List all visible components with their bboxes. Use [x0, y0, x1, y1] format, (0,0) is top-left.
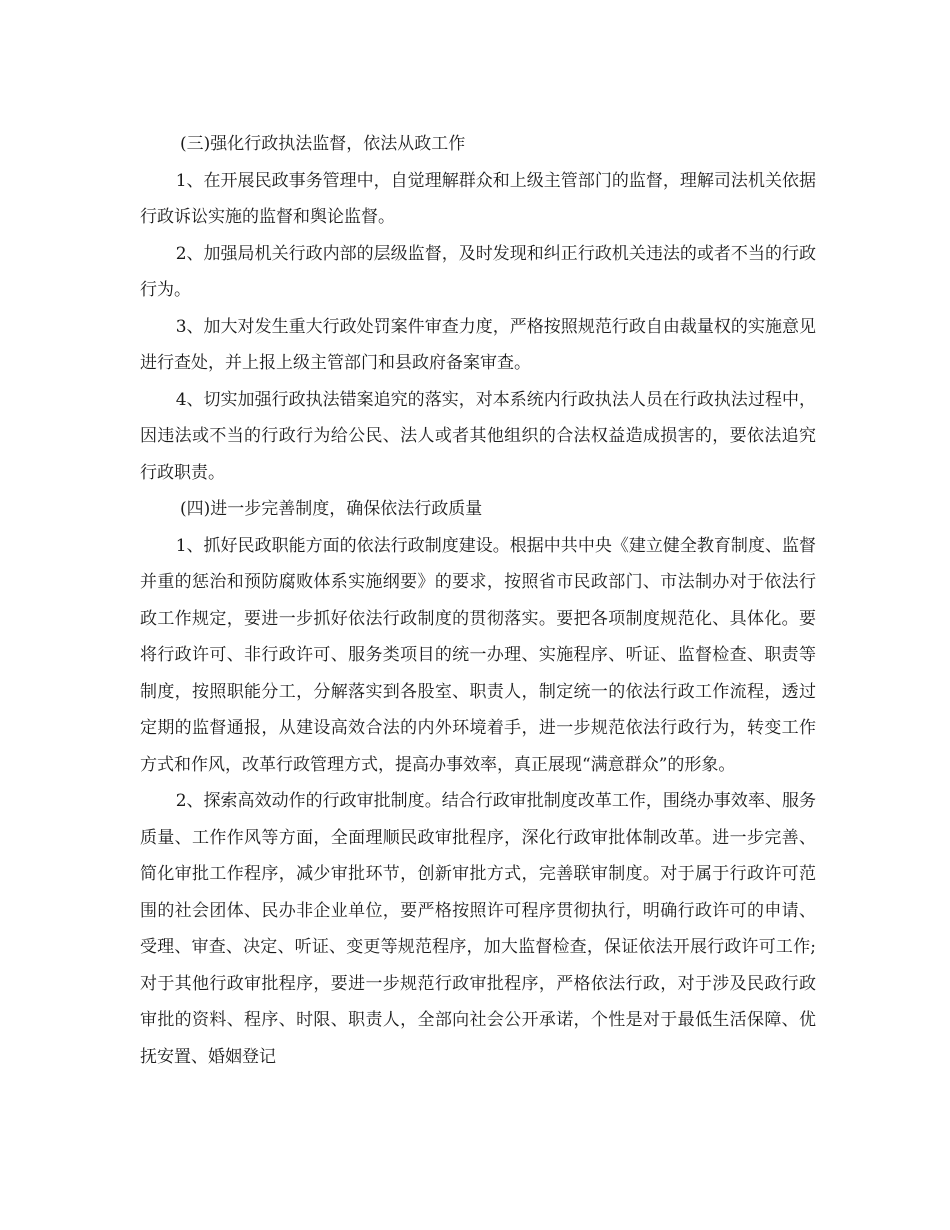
- paragraph-3-1: 1、在开展民政事务管理中，自觉理解群众和上级主管部门的监督，理解司法机关依据行政诉讼实施的监督和舆论监督。: [140, 170, 816, 227]
- section-heading-3: (三)强化行政执法监督，依法从政工作: [179, 134, 466, 154]
- paragraph-3-4: 4、切实加强行政执法错案追究的落实，对本系统内行政执法人员在行政执法过程中，因违法或不当的行政行为给公民、法人或者其他组织的合法权益造成损害的，要依法追究行政职责。: [140, 389, 816, 483]
- paragraph-3-3: 3、加大对发生重大行政处罚案件审查力度，严格按照规范行政自由裁量权的实施意见进行查处，并上报上级主管部门和县政府备案审查。: [140, 316, 816, 373]
- paragraph-4-1: 1、抓好民政职能方面的依法行政制度建设。根据中共中央《建立健全教育制度、监督并重的惩治和预防腐败体系实施纲要》的要求，按照省市民政部门、市法制办对于依法行政工作规定，要进一步抓好依法行政制度的贯彻落实。要把各项制度规范化、具体化。要将行政许可、非行政许可、服务类项目的统一办理、实施程序、听证、监督检查、职责等制度，按照职能分工，分解落实到各股室、职责人，制定统一的依法行政工作流程，透过定期的监督通报，从建设高效合法的内外环境着手，进一步规范依法行政行为，转变工作方式和作风，改革行政管理方式，提高办事效率，真正展现“满意群众”的形象。: [140, 535, 816, 775]
- paragraph-4-2: 2、探索高效动作的行政审批制度。结合行政审批制度改革工作，围绕办事效率、服务质量、工作作风等方面，全面理顺民政审批程序，深化行政审批体制改革。进一步完善、简化审批工作程序，减少审批环节，创新审批方式，完善联审制度。对于属于行政许可范围的社会团体、民办非企业单位，要严格按照许可程序贯彻执行，明确行政许可的申请、受理、审查、决定、听证、变更等规范程序，加大监督检查，保证依法开展行政许可工作;对于其他行政审批程序，要进一步规范行政审批程序，严格依法行政，对于涉及民政行政审批的资料、程序、时限、职责人，全部向社会公开承诺，个性是对于最低生活保障、优抚安置、婚姻登记: [140, 791, 816, 1067]
- document-body: [140, 126, 816, 1075]
- paragraph-3-2: 2、加强局机关行政内部的层级监督，及时发现和纠正行政机关违法的或者不当的行政行为。: [140, 243, 816, 300]
- section-heading-4: (四)进一步完善制度，确保依法行政质量: [179, 499, 483, 519]
